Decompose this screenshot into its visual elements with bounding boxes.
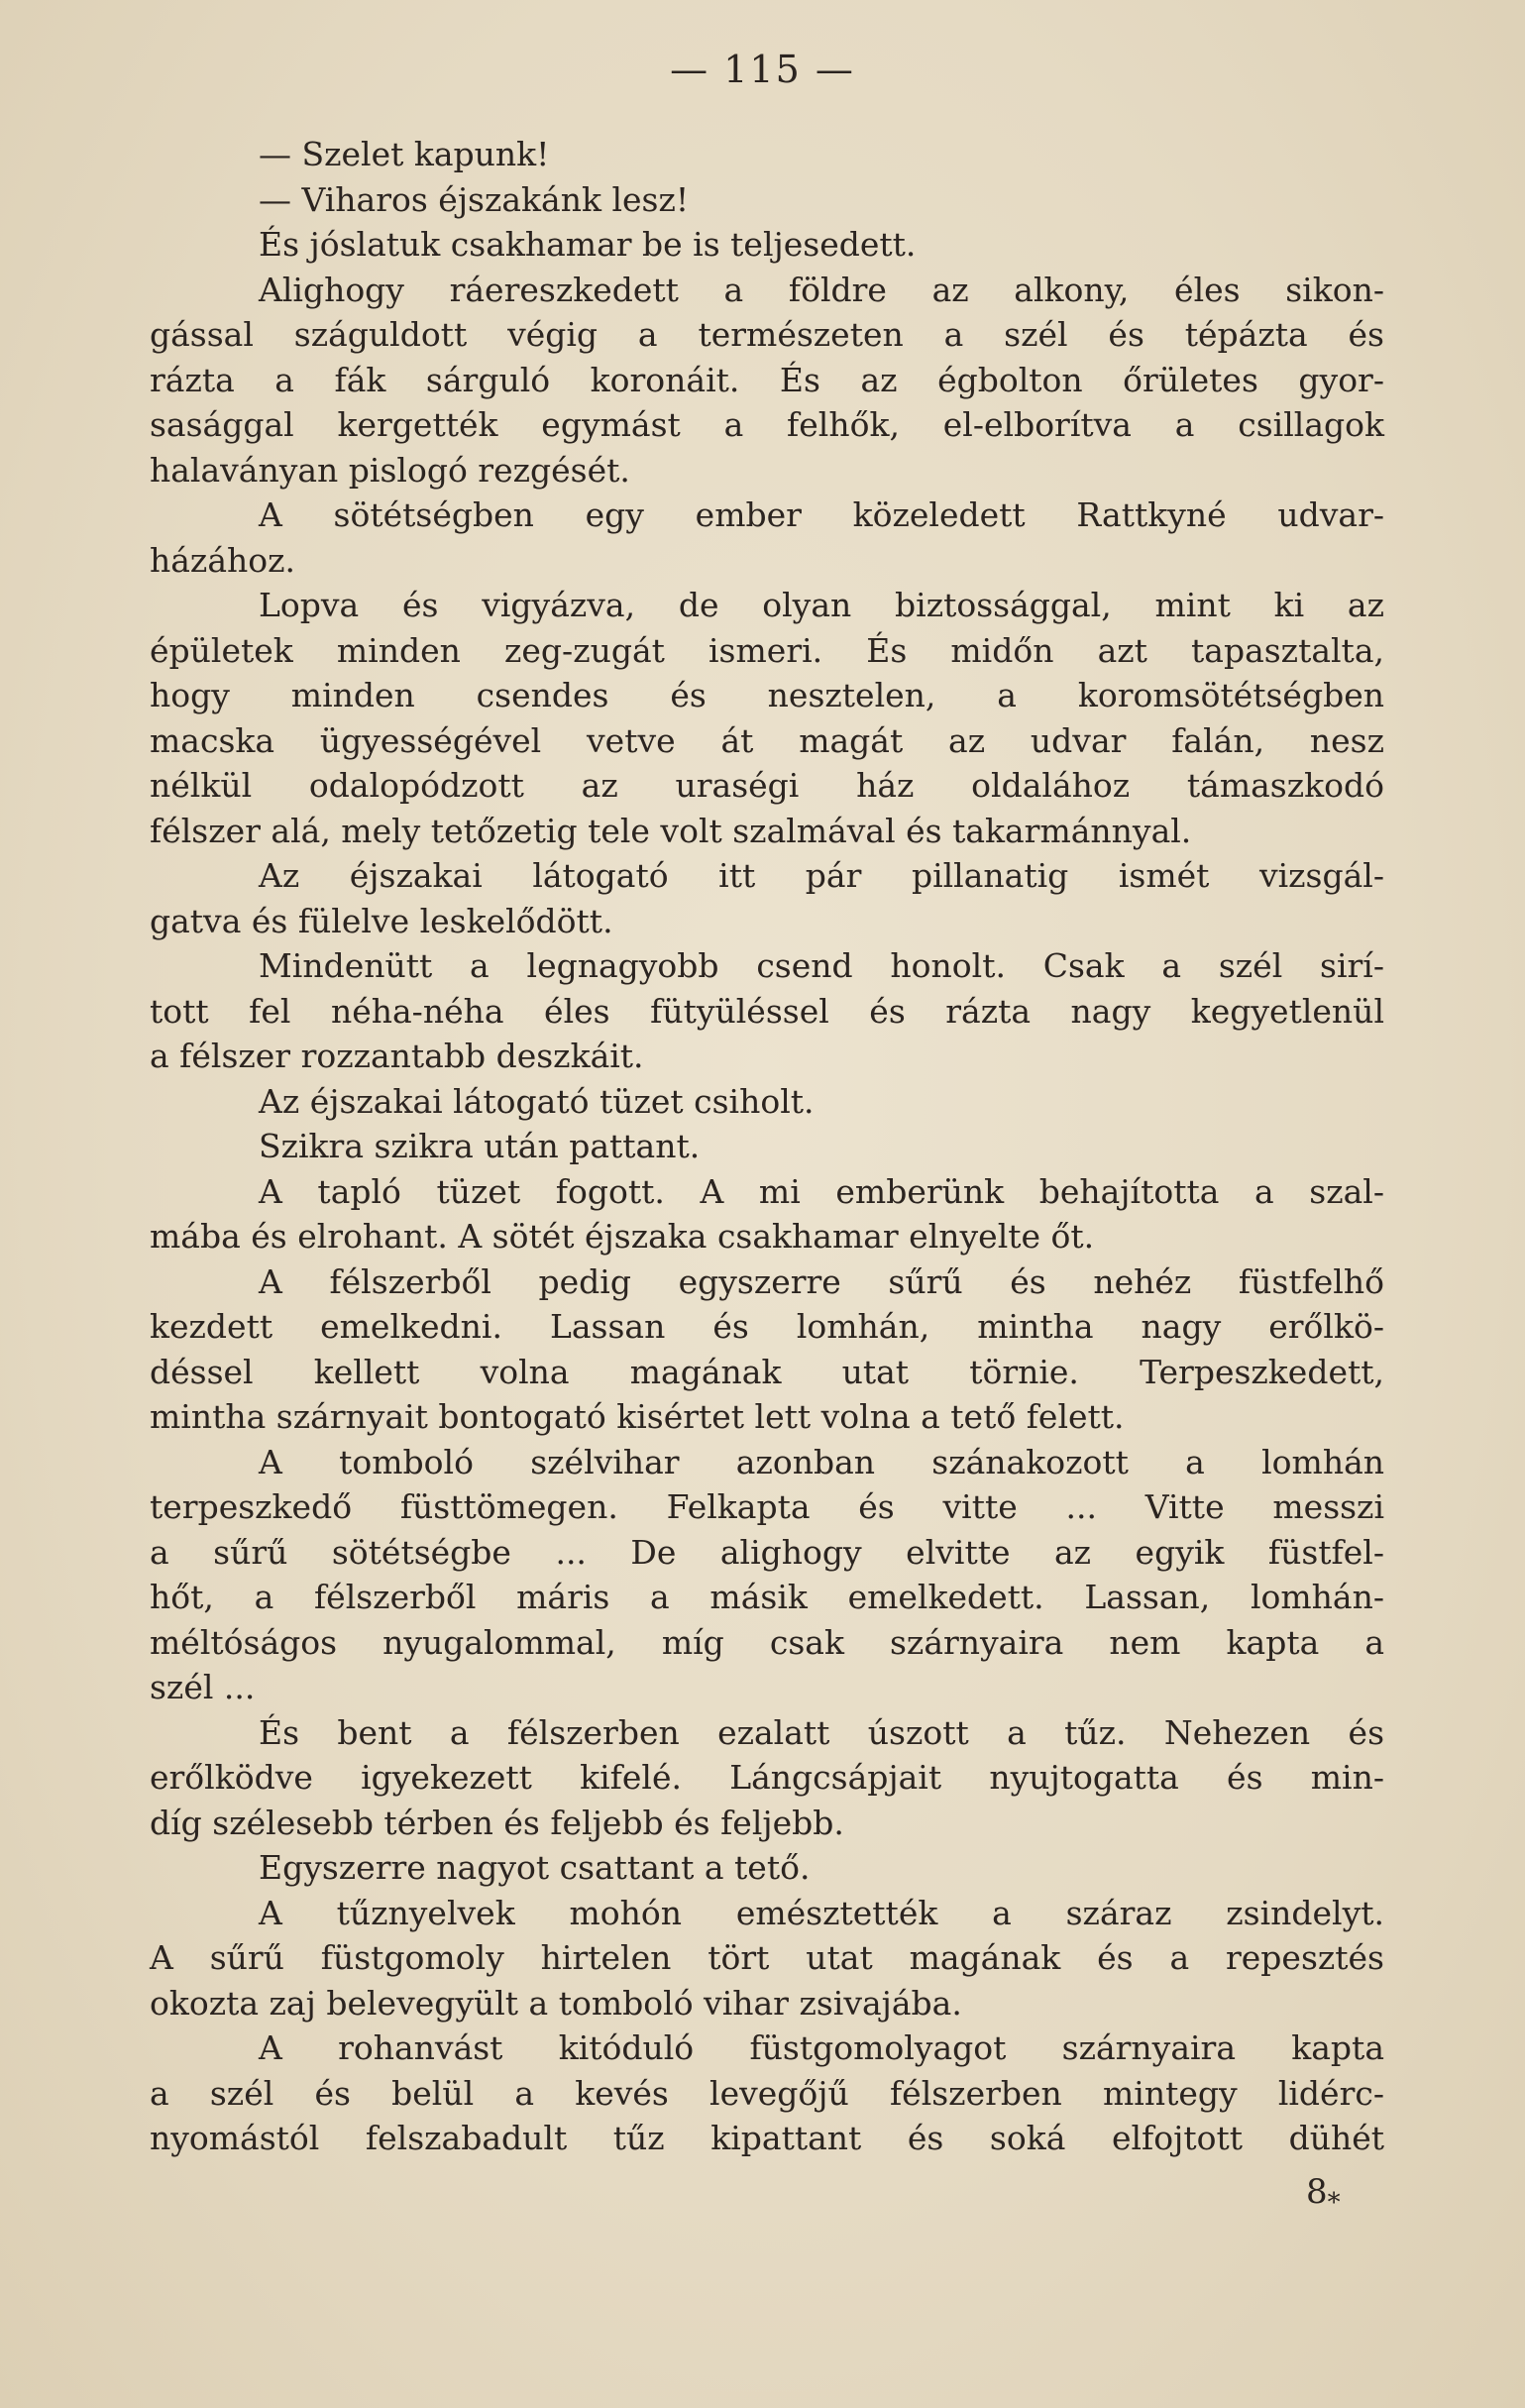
text-line: méltóságos nyugalommal, míg csak szárnyaira nem kapta a <box>150 1622 1384 1662</box>
text-line: nélkül odalopódzott az uraségi ház oldalához támaszkodó <box>150 766 1384 805</box>
text-line: A tapló tüzet fogott. A mi emberünk behajította a szal- <box>259 1171 1384 1211</box>
text-line: Az éjszakai látogató tüzet csiholt. <box>259 1081 815 1121</box>
text-line: Mindenütt a legnagyobb csend honolt. Csak a szél sirí- <box>259 946 1384 985</box>
text-line: A sűrű füstgomoly hirtelen tört utat magának és a repesztés <box>150 1938 1384 1977</box>
text-line: Szikra szikra után pattant. <box>259 1127 701 1165</box>
text-line: félszer alá, mely tetőzetig tele volt szalmával és takarmánnyal. <box>150 811 1192 850</box>
text-line: — Viharos éjszakánk lesz! <box>259 179 690 219</box>
text-line: Alighogy ráereszkedett a földre az alkony, éles sikon- <box>259 270 1384 309</box>
text-line: szél ... <box>150 1668 256 1706</box>
text-line: házához. <box>150 540 295 580</box>
text-line: nyomástól felszabadult tűz kipattant és soká elfojtott dühét <box>150 2119 1384 2157</box>
text-line: macska ügyességével vetve át magát az udvar falán, nesz <box>150 720 1384 760</box>
text-line: a félszer rozzantabb deszkáit. <box>150 1037 644 1075</box>
text-line: A tomboló szélvihar azonban szánakozott a lomhán <box>259 1442 1384 1481</box>
printer-signature <box>1306 2172 1341 2218</box>
text-line: A félszerből pedig egyszerre sűrű és nehéz füstfelhő <box>259 1261 1384 1301</box>
text-line: díg szélesebb térben és feljebb és feljebb. <box>150 1803 844 1842</box>
text-line: tott fel néha-néha éles fütyüléssel és rázta nagy kegyetlenül <box>150 991 1384 1031</box>
signature-number: 8 <box>1306 2172 1328 2212</box>
text-line: Egyszerre nagyot csattant a tető. <box>259 1848 811 1887</box>
text-line: déssel kellett volna magának utat törnie. Terpeszkedett, <box>150 1352 1384 1391</box>
text-line: És jóslatuk csakhamar be is teljesedett. <box>259 225 917 264</box>
text-line: mába és elrohant. A sötét éjszaka csakhamar elnyelte őt. <box>150 1217 1095 1256</box>
text-line: kezdett emelkedni. Lassan és lomhán, mintha nagy erőlkö- <box>150 1307 1384 1346</box>
text-line: Az éjszakai látogató itt pár pillanatig ismét vizsgál- <box>259 856 1384 895</box>
text-line: Lopva és vigyázva, de olyan biztossággal, mint ki az <box>259 586 1384 624</box>
text-line: a szél és belül a kevés levegőjű félszerben mintegy lidérc- <box>150 2073 1384 2113</box>
text-line: A tűznyelvek mohón emésztették a száraz zsindelyt. <box>259 1893 1384 1932</box>
text-line: A sötétségben egy ember közeledett Rattkyné udvar- <box>259 495 1384 534</box>
text-line: erőlködve igyekezett kifelé. Lángcsápjait nyujtogatta és min- <box>150 1758 1384 1797</box>
text-line: A rohanvást kitóduló füstgomolyagot szárnyaira kapta <box>259 2028 1384 2067</box>
text-line: gással száguldott végig a természeten a szél és tépázta és <box>150 315 1384 354</box>
text-line: — Szelet kapunk! <box>259 135 550 173</box>
text-line: a sűrű sötétségbe ... De alighogy elvitte az egyik füstfel- <box>150 1532 1384 1572</box>
text-line: sasággal kergették egymást a felhők, el-elborítva a csillagok <box>150 405 1384 444</box>
text-line: mintha szárnyait bontogató kisértet lett volna a tető felett. <box>150 1397 1125 1436</box>
text-line: hogy minden csendes és nesztelen, a koromsötétségben <box>150 676 1384 714</box>
text-line: épületek minden zeg-zugát ismeri. És midőn azt tapasztalta, <box>150 630 1384 670</box>
text-line: gatva és fülelve leskelődött. <box>150 901 613 940</box>
text-line: okozta zaj belevegyült a tomboló vihar zsivajába. <box>150 1983 962 2023</box>
text-line: rázta a fák sárguló koronáit. És az égbolton őrületes gyor- <box>150 360 1384 399</box>
text-line: hőt, a félszerből máris a másik emelkedett. Lassan, lomhán- <box>150 1578 1384 1616</box>
signature-mark: * <box>1327 2187 1341 2218</box>
body-text <box>150 132 1384 2161</box>
text-line: És bent a félszerben ezalatt úszott a tűz. Nehezen és <box>259 1712 1384 1752</box>
page-number: — 115 — <box>670 48 855 91</box>
text-line: terpeszkedő füsttömegen. Felkapta és vitte ... Vitte messzi <box>150 1487 1384 1526</box>
text-line: halaványan pislogó rezgését. <box>150 450 630 490</box>
